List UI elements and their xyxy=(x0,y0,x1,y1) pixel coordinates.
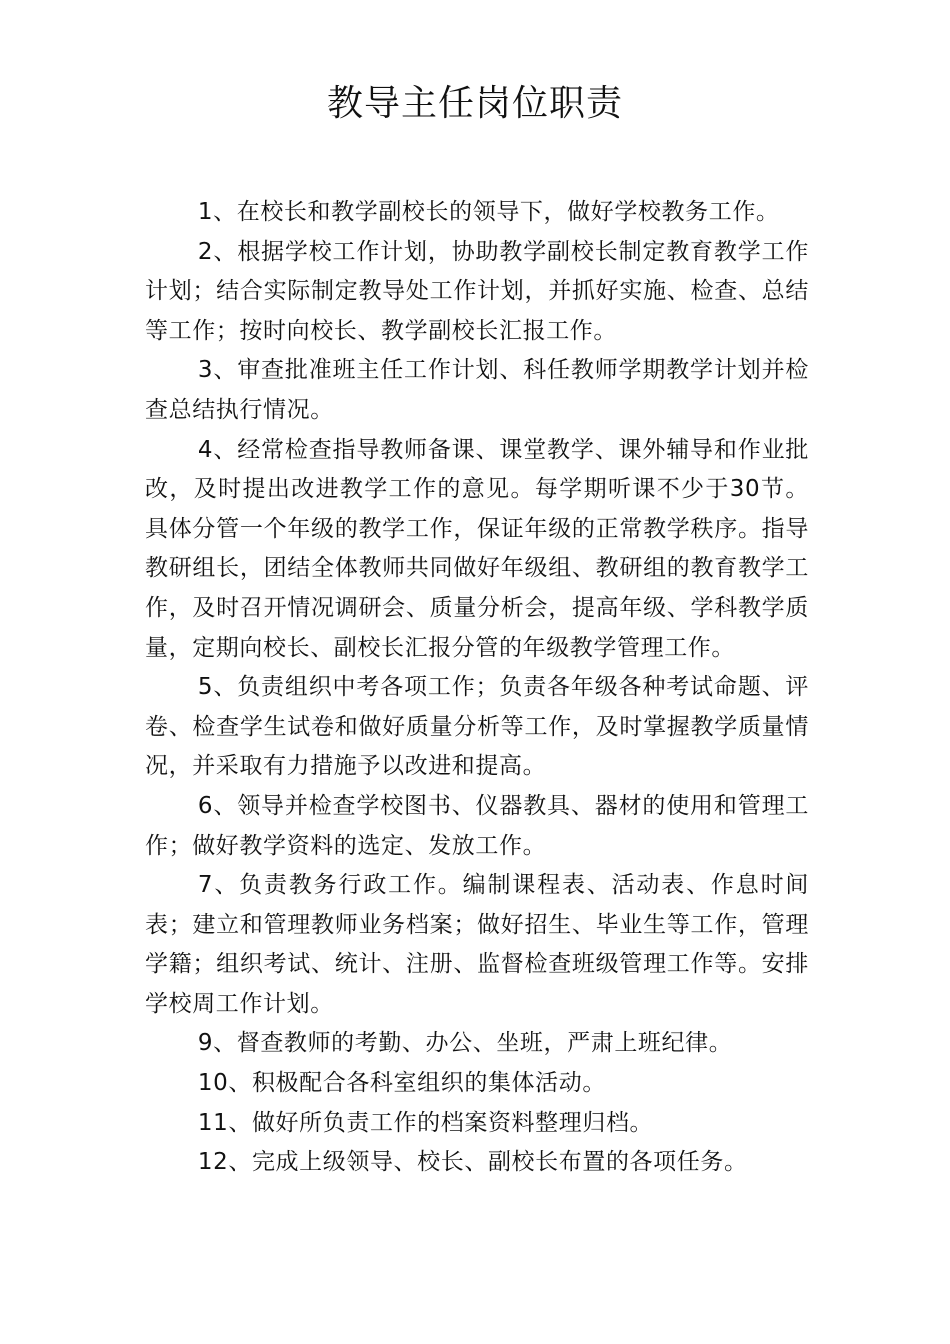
paragraph-10: 10、积极配合各科室组织的集体活动。 xyxy=(197,1070,606,1097)
document-title: 教导主任岗位职责 xyxy=(326,83,623,124)
paragraph-3: 3、审查批准班主任工作计划、科任教师学期教学计划并检查总结执行情况。 xyxy=(145,357,809,423)
paragraph-4: 4、经常检查指导教师备课、课堂教学、课外辅导和作业批改，及时提出改进教学工作的意见。每学期听课不少于30节。具体分管一个年级的教学工作，保证年级的正常教学秩序。指导教研组长，团结全体教师共同做好年级组、教研组的教育教学工作，及时召开情况调研会、质量分析会，提高年级、学科教学质量，定期向校长、副校长汇报分管的年级教学管理工作。 xyxy=(145,436,809,661)
paragraph-11: 11、做好所负责工作的档案资料整理归档。 xyxy=(197,1109,654,1136)
document-body xyxy=(145,193,809,1183)
paragraph-12: 12、完成上级领导、校长、副校长布置的各项任务。 xyxy=(197,1149,748,1176)
paragraph-1: 1、在校长和教学副校长的领导下，做好学校教务工作。 xyxy=(197,199,780,225)
paragraph-5: 5、负责组织中考各项工作；负责各年级各种考试命题、评卷、检查学生试卷和做好质量分析等工作，及时掌握教学质量情况，并采取有力措施予以改进和提高。 xyxy=(145,674,809,780)
paragraph-9: 9、督查教师的考勤、办公、坐班，严肃上班纪律。 xyxy=(197,1030,733,1057)
paragraph-6: 6、领导并检查学校图书、仪器教具、器材的使用和管理工作；做好教学资料的选定、发放工作。 xyxy=(145,792,809,859)
paragraph-7: 7、负责教务行政工作。编制课程表、活动表、作息时间表；建立和管理教师业务档案；做好招生、毕业生等工作，管理学籍；组织考试、统计、注册、监督检查班级管理工作等。安排学校周工作计划。 xyxy=(145,872,809,1017)
paragraph-2: 2、根据学校工作计划，协助教学副校长制定教育教学工作计划；结合实际制定教导处工作计划，并抓好实施、检查、总结等工作；按时向校长、教学副校长汇报工作。 xyxy=(145,238,809,344)
